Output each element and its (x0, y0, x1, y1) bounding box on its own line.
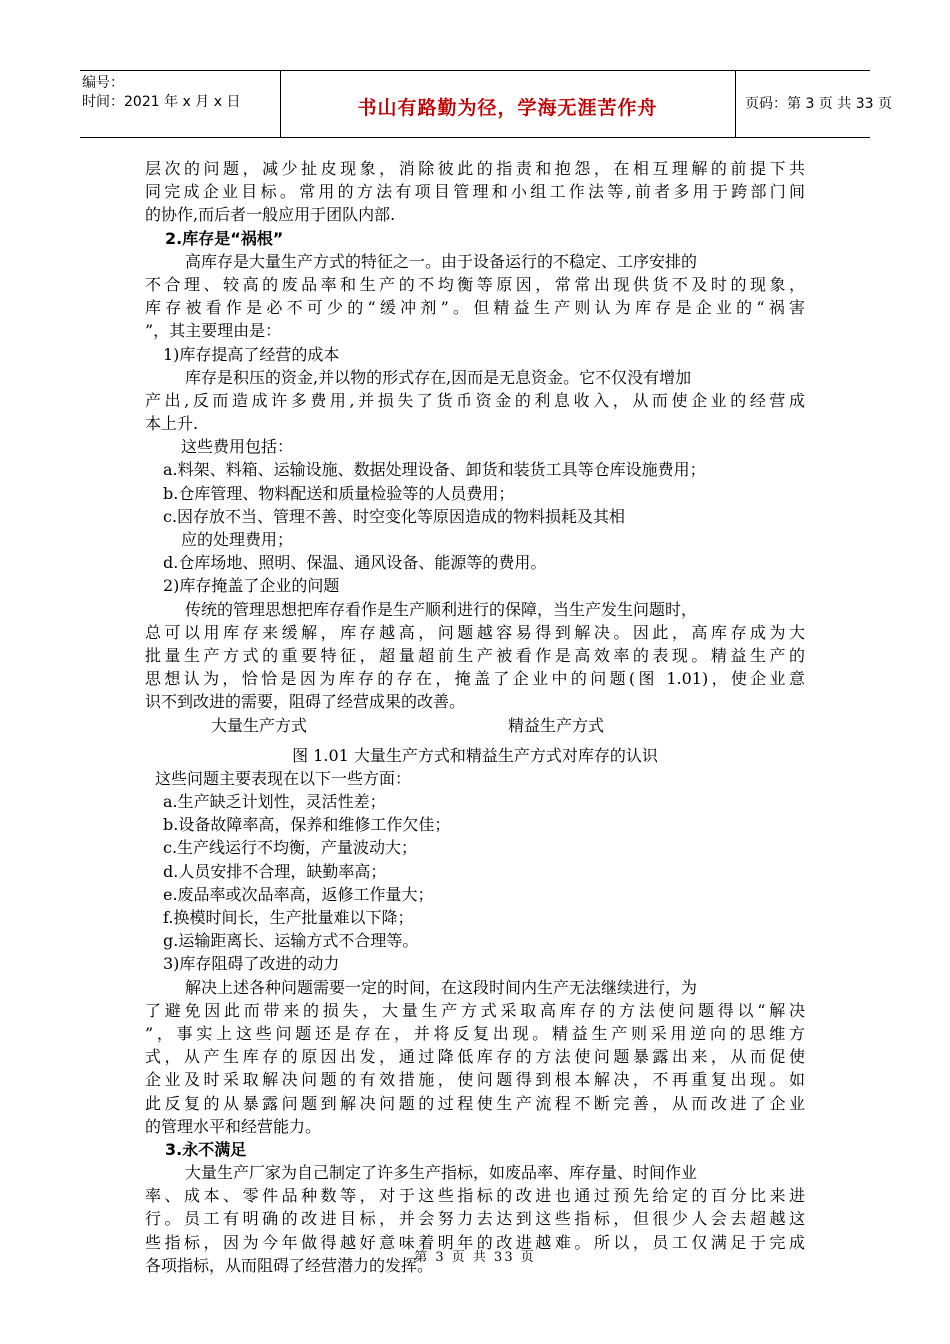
paragraph-line: 同完成企业目标。常用的方法有项目管理和小组工作法等,前者多用于跨部门间 (145, 182, 805, 202)
document-number-label: 编号： (82, 75, 124, 91)
paragraph-line: 层次的问题，减少扯皮现象，消除彼此的指责和抱怨，在相互理解的前提下共 (145, 159, 805, 178)
paragraph-line: 的协作,而后者一般应用于团队内部. (145, 205, 396, 225)
document-body (145, 157, 805, 1277)
subsection-heading: 2)库存掩盖了企业的问题 (163, 576, 340, 596)
list-item: a.生产缺乏计划性，灵活性差； (163, 792, 386, 812)
paragraph-line: 产出,反而造成许多费用,并损失了货币资金的利息收入，从而使企业的经营成 (145, 390, 805, 410)
paragraph-line: ”，其主要理由是： (145, 321, 282, 341)
paragraph-line: 总可以用库存来缓解，库存越高，问题越容易得到解决。因此，高库存成为大 (145, 622, 805, 642)
header-motto: 书山有路勤为径，学海无涯苦作舟 (357, 97, 658, 119)
list-item: e.废品率或次品率高，返修工作量大； (163, 884, 434, 904)
paragraph-line: 解决上述各种问题需要一定的时间，在这段时间内生产无法继续进行，为 (185, 977, 698, 997)
subsection-heading: 1)库存提高了经营的成本 (163, 344, 340, 364)
header-page-info: 页码：第 3 页 共 33 页 (745, 96, 892, 112)
paragraph-line: 这些费用包括： (181, 437, 294, 457)
subsection-heading: 3)库存阻碍了改进的动力 (163, 954, 340, 974)
section-heading: 2.库存是“祸根” (165, 228, 284, 248)
list-item: b.设备故障率高，保养和维修工作欠佳； (163, 815, 451, 835)
paragraph-line: 企业及时采取解决问题的有效措施，使问题得到根本解决，不再重复出现。如 (145, 1070, 805, 1090)
list-item: b.仓库管理、物料配送和质量检验等的人员费用； (163, 483, 515, 503)
figure-label-mass-production: 大量生产方式 (211, 715, 308, 735)
paragraph-line: 库存被看作是必不可少的“缓冲剂”。但精益生产则认为库存是企业的“祸害 (145, 298, 805, 318)
list-item: c.因存放不当、管理不善、时空变化等原因造成的物料损耗及其相 (163, 506, 626, 526)
paragraph-line: 此反复的从暴露问题到解决问题的过程使生产流程不断完善，从而改进了企业 (145, 1093, 805, 1113)
document-time-label: 时间：2021 年 x 月 x 日 (82, 94, 241, 110)
paragraph-line: 率、成本、零件品种数等，对于这些指标的改进也通过预先给定的百分比来进 (145, 1186, 805, 1206)
paragraph-line: 行。员工有明确的改进目标，并会努力去达到这些指标，但很少人会去超越这 (145, 1209, 805, 1229)
paragraph-line: 思想认为，恰恰是因为库存的存在，掩盖了企业中的问题(图 1.01)，使企业意 (145, 669, 805, 689)
figure-label-lean-production: 精益生产方式 (508, 715, 605, 735)
paragraph-line: 不合理、较高的废品率和生产的不均衡等原因，常常出现供货不及时的现象， (145, 274, 805, 294)
paragraph-line: 了避免因此而带来的损失，大量生产方式采取高库存的方法使问题得以“解决 (145, 1000, 805, 1020)
paragraph-line: 各项指标，从而阻碍了经营潜力的发挥。 (145, 1255, 434, 1275)
header-info-cell (80, 71, 281, 137)
page-footer: 第 3 页 共 33 页 (414, 1250, 536, 1265)
list-item: d.人员安排不合理，缺勤率高； (163, 861, 387, 881)
paragraph-line: 传统的管理思想把库存看作是生产顺利进行的保障，当生产发生问题时， (185, 599, 698, 619)
figure-caption: 图 1.01 大量生产方式和精益生产方式对库存的认识 (292, 745, 658, 765)
paragraph-line: 些指标，因为今年做得越好意味着明年的改进越难。所以，员工仅满足于完成 (145, 1232, 805, 1252)
paragraph-line: 批量生产方式的重要特征，超量超前生产被看作是高效率的表现。精益生产的 (145, 645, 805, 665)
page-header (80, 70, 892, 138)
list-item: f.换模时间长，生产批量难以下降； (163, 908, 414, 927)
paragraph-line: 大量生产厂家为自己制定了许多生产指标，如废品率、库存量、时间作业 (185, 1163, 698, 1183)
header-page-cell (735, 71, 892, 137)
paragraph-line: 库存是积压的资金,并以物的形式存在,因而是无息资金。它不仅没有增加 (185, 367, 692, 387)
header-motto-cell (280, 71, 736, 137)
figure-labels (145, 714, 805, 737)
list-item: c.生产线运行不均衡，产量波动大； (163, 838, 418, 858)
paragraph-line: 本上升. (145, 414, 199, 434)
paragraph-line: 高库存是大量生产方式的特征之一。由于设备运行的不稳定、工序安排的 (185, 251, 698, 271)
list-item: a.料架、料箱、运输设施、数据处理设备、卸货和装货工具等仓库设施费用； (163, 460, 706, 480)
paragraph-line: ”，事实上这些问题还是存在，并将反复出现。精益生产则采用逆向的思维方 (145, 1023, 805, 1043)
section-heading: 3.永不满足 (165, 1139, 247, 1159)
paragraph-line: 式，从产生库存的原因出发，通过降低库存的方法使问题暴露出来，从而促使 (145, 1047, 805, 1067)
list-item: d.仓库场地、照明、保温、通风设备、能源等的费用。 (163, 553, 547, 573)
list-item: g.运输距离长、运输方式不合理等。 (163, 931, 419, 951)
paragraph-line: 的管理水平和经营能力。 (145, 1116, 322, 1136)
paragraph-line: 这些问题主要表现在以下一些方面： (155, 768, 412, 788)
paragraph-line: 识不到改进的需要，阻碍了经营成果的改善。 (145, 692, 466, 712)
list-item-continuation: 应的处理费用； (181, 530, 294, 549)
